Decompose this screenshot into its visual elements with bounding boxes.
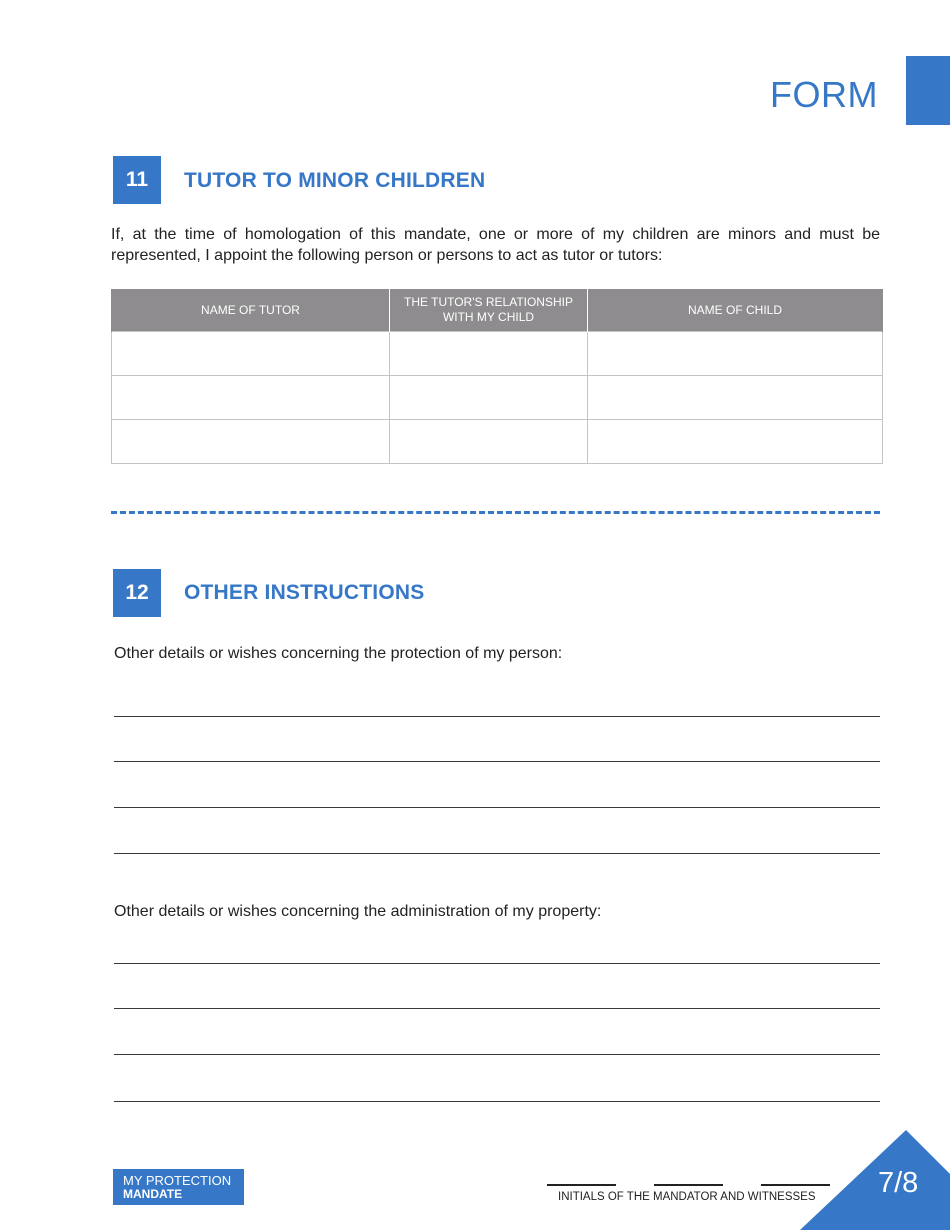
brand-logo-line1: MY PROTECTION: [123, 1173, 232, 1188]
property-wishes-label: Other details or wishes concerning the administration of my property:: [114, 903, 602, 920]
property-wishes-line[interactable]: [114, 1054, 880, 1055]
child-name-cell[interactable]: [588, 332, 883, 376]
child-name-cell[interactable]: [588, 376, 883, 420]
property-wishes-line[interactable]: [114, 963, 880, 964]
person-wishes-line[interactable]: [114, 716, 880, 717]
mandator-initials-line[interactable]: [547, 1184, 616, 1186]
tutor-table-header-row: [112, 289, 883, 332]
section-11-number: 11: [113, 156, 161, 204]
table-row: [112, 332, 883, 376]
page-number: 7/8: [878, 1167, 919, 1199]
section-divider: [111, 511, 880, 514]
relationship-cell[interactable]: [390, 332, 588, 376]
tutor-table: [111, 289, 883, 464]
form-tab-marker: [906, 56, 950, 125]
person-wishes-line[interactable]: [114, 807, 880, 808]
brand-logo-line2: MANDATE: [123, 1187, 183, 1201]
page-corner-triangle: [800, 1130, 950, 1230]
header-tutor-relationship: THE TUTOR'S RELATIONSHIP WITH MY CHILD: [390, 289, 588, 332]
section-11-title: TUTOR TO MINOR CHILDREN: [184, 169, 486, 192]
person-wishes-line[interactable]: [114, 853, 880, 854]
form-title: FORM: [770, 74, 878, 115]
tutor-name-cell[interactable]: [112, 332, 390, 376]
section-12-number: 12: [113, 569, 161, 617]
initials-label: INITIALS OF THE MANDATOR AND WITNESSES: [558, 1191, 816, 1203]
property-wishes-line[interactable]: [114, 1101, 880, 1102]
section-11-text: If, at the time of homologation of this mandate, one or more of my children are minors and must be represented, I appoint the following person or persons to act as tutor or tutors:: [111, 226, 880, 264]
header-name-of-child: NAME OF CHILD: [588, 289, 883, 332]
table-row: [112, 420, 883, 464]
property-wishes-line[interactable]: [114, 1008, 880, 1009]
child-name-cell[interactable]: [588, 420, 883, 464]
tutor-name-cell[interactable]: [112, 376, 390, 420]
witness-1-initials-line[interactable]: [654, 1184, 723, 1186]
relationship-cell[interactable]: [390, 420, 588, 464]
person-wishes-line[interactable]: [114, 761, 880, 762]
table-row: [112, 376, 883, 420]
person-wishes-label: Other details or wishes concerning the protection of my person:: [114, 645, 563, 662]
section-12-title: OTHER INSTRUCTIONS: [184, 581, 425, 604]
relationship-cell[interactable]: [390, 376, 588, 420]
tutor-name-cell[interactable]: [112, 420, 390, 464]
brand-logo: [113, 1169, 244, 1205]
header-name-of-tutor: NAME OF TUTOR: [112, 289, 390, 332]
